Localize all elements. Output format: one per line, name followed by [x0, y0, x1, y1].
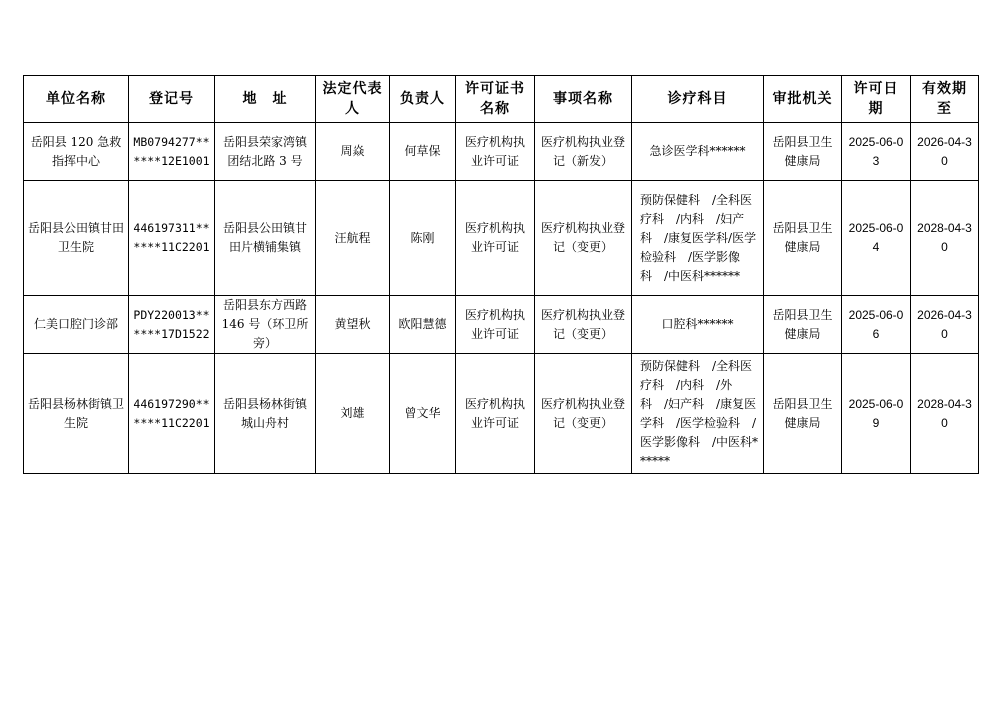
cell-license-name: 医疗机构执业许可证	[456, 181, 535, 296]
cell-legal-rep: 刘雄	[316, 354, 390, 474]
cell-reg-no: 446197311******11C2201	[129, 181, 215, 296]
cell-address: 岳阳县荣家湾镇团结北路 3 号	[215, 123, 316, 181]
header-permit-date: 许可日期	[842, 76, 911, 123]
cell-subjects: 口腔科******	[632, 296, 764, 354]
cell-license-name: 医疗机构执业许可证	[456, 354, 535, 474]
cell-license-name: 医疗机构执业许可证	[456, 123, 535, 181]
cell-reg-no: MB0794277******12E1001	[129, 123, 215, 181]
cell-person-in-charge: 何草保	[390, 123, 456, 181]
cell-valid-until: 2028-04-30	[911, 354, 979, 474]
cell-authority: 岳阳县卫生健康局	[764, 181, 842, 296]
cell-permit-date: 2025-06-04	[842, 181, 911, 296]
cell-person-in-charge: 曾文华	[390, 354, 456, 474]
cell-subjects: 急诊医学科******	[632, 123, 764, 181]
cell-permit-date: 2025-06-09	[842, 354, 911, 474]
cell-unit: 仁美口腔门诊部	[24, 296, 129, 354]
header-unit: 单位名称	[24, 76, 129, 123]
header-reg-no: 登记号	[129, 76, 215, 123]
cell-person-in-charge: 欧阳慧德	[390, 296, 456, 354]
cell-address: 岳阳县杨林街镇城山舟村	[215, 354, 316, 474]
cell-item-name: 医疗机构执业登记（变更）	[535, 354, 632, 474]
cell-person-in-charge: 陈刚	[390, 181, 456, 296]
cell-unit: 岳阳县杨林街镇卫生院	[24, 354, 129, 474]
header-authority: 审批机关	[764, 76, 842, 123]
header-legal-rep: 法定代表人	[316, 76, 390, 123]
cell-item-name: 医疗机构执业登记（新发）	[535, 123, 632, 181]
table-row	[24, 296, 979, 354]
table-row	[24, 181, 979, 296]
cell-address: 岳阳县东方西路 146 号（环卫所旁）	[215, 296, 316, 354]
cell-address: 岳阳县公田镇甘田片横铺集镇	[215, 181, 316, 296]
cell-legal-rep: 黄望秋	[316, 296, 390, 354]
cell-reg-no: PDY220013******17D1522	[129, 296, 215, 354]
cell-subjects: 预防保健科 /全科医疗科 /内科 /妇产科 /康复医学科/医学检验科 /医学影像科 /中医科******	[632, 181, 764, 296]
table-row	[24, 354, 979, 474]
license-table	[23, 75, 979, 474]
cell-authority: 岳阳县卫生健康局	[764, 123, 842, 181]
cell-authority: 岳阳县卫生健康局	[764, 296, 842, 354]
cell-unit: 岳阳县公田镇甘田卫生院	[24, 181, 129, 296]
cell-permit-date: 2025-06-06	[842, 296, 911, 354]
cell-valid-until: 2028-04-30	[911, 181, 979, 296]
header-address: 地 址	[215, 76, 316, 123]
cell-valid-until: 2026-04-30	[911, 296, 979, 354]
header-item-name: 事项名称	[535, 76, 632, 123]
cell-permit-date: 2025-06-03	[842, 123, 911, 181]
cell-reg-no: 446197290******11C2201	[129, 354, 215, 474]
header-valid-until: 有效期至	[911, 76, 979, 123]
cell-item-name: 医疗机构执业登记（变更）	[535, 181, 632, 296]
cell-subjects: 预防保健科 /全科医疗科 /内科 /外科 /妇产科 /康复医学科 /医学检验科 /医学影像科 /中医科******	[632, 354, 764, 474]
cell-item-name: 医疗机构执业登记（变更）	[535, 296, 632, 354]
cell-unit: 岳阳县 120 急救指挥中心	[24, 123, 129, 181]
cell-license-name: 医疗机构执业许可证	[456, 296, 535, 354]
header-license-name: 许可证书名称	[456, 76, 535, 123]
cell-authority: 岳阳县卫生健康局	[764, 354, 842, 474]
cell-valid-until: 2026-04-30	[911, 123, 979, 181]
cell-legal-rep: 周焱	[316, 123, 390, 181]
table-row	[24, 123, 979, 181]
cell-legal-rep: 汪航程	[316, 181, 390, 296]
table-header-row	[24, 76, 979, 123]
header-person-in-charge: 负责人	[390, 76, 456, 123]
header-subjects: 诊疗科目	[632, 76, 764, 123]
